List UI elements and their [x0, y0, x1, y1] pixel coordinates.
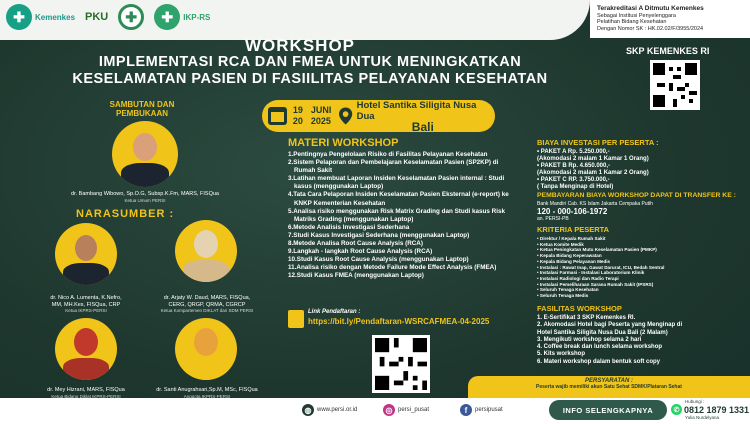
investasi-heading: BIAYA INVESTASI PER PESERTA : — [537, 138, 659, 147]
accreditation-title: Terakreditasi A Ditmutu Kemenkes — [597, 5, 704, 12]
event-year: 2025 — [310, 116, 331, 126]
list-item: 5. Kits workshop — [537, 351, 586, 358]
pku-logo-text: PKU — [85, 11, 109, 23]
list-item: 1. E-Sertifikat 3 SKP Kemenkes RI. — [537, 315, 636, 321]
speaker-role: Ketua Kompartemen DIKLAT dan SDM PERSI — [160, 308, 254, 313]
list-item: kasus (menggunakan Laptop) — [294, 183, 384, 191]
list-item: • Direktur / Kepala Rumah Sakit — [537, 236, 606, 241]
title-line-2: KESELAMATAN PASIEN DI FASIILITAS PELAYANAN KESEHATAN — [72, 71, 548, 87]
contact-name: Yulia Nurdelyana — [685, 415, 720, 420]
price-item: • PAKET C RP. 3.750.000,- — [537, 177, 610, 183]
speaker-caption — [146, 295, 268, 315]
list-item: 3.Latihan membuat Laporan Insiden Keselamatan Pasien internal : Studi — [288, 175, 505, 183]
list-item: Hotel Santika Siligita Nusa Dua Bali (2 Malam) — [537, 329, 668, 336]
list-item: 4. Coffee break dan lunch selama workshop — [537, 344, 663, 351]
payment-heading: PEMBAYARAN BIAYA WORKSHOP DAPAT DI TRANSFER KE : — [537, 192, 736, 199]
list-item: 12.Studi Kasus FMEA (menggunakan Laptop) — [288, 272, 424, 280]
speaker-role: Ketua Bidang Diklat IKPRS-PERSI — [51, 393, 121, 399]
event-month: JUNI — [310, 105, 332, 115]
qr-code-icon — [375, 338, 427, 390]
title-line-1: IMPLEMENTASI RCA DAN FMEA UNTUK MENINGKATKAN — [98, 54, 522, 70]
qr-code-icon — [653, 63, 697, 107]
list-item: 6. Materi workshop dalam bentuk soft copy — [537, 358, 661, 365]
speaker-name: dr. Nico A. Lumenta, K.Nefro, — [50, 295, 122, 301]
list-item: 2. Akomodasi Hotel bagi Peserta yang Menginap di — [537, 322, 683, 329]
list-item: • Seluruh Tenaga Kesehatan — [537, 287, 599, 293]
website-text: www.persi.or.id — [317, 407, 358, 413]
speaker-caption — [30, 295, 142, 315]
venue-name: Hotel Santika Siligita Nusa Dua — [356, 99, 477, 122]
facebook-icon: f — [460, 404, 472, 416]
pku-logo — [85, 11, 108, 23]
list-item: Matriks Grading (menggunakan Laptop) — [294, 215, 414, 223]
registration-qr-code[interactable] — [372, 335, 430, 393]
speaker-role: Anggota IKPRS-PERSI — [183, 393, 231, 399]
speaker-name: dr. Arjaty W. Daud, MARS, FISQua, — [163, 295, 251, 301]
logo-row — [6, 4, 210, 30]
list-item: 4.Tata Cara Pelaporan Insiden Keselamatan Pasien Eksternal (e-report) ke — [288, 191, 509, 199]
list-item: • Instalasi : Rawat Inap, Gawat Darurat, ICU, Bedah Sentral — [537, 264, 665, 270]
list-item: 2.Sistem Pelaporan dan Pembelajaran Keselamatan Pasien (SP2KP) di — [288, 159, 499, 167]
payment-section — [537, 192, 747, 222]
list-item: 11.Analisa risiko dengan Metode Failure Mode Effect Analysis (FMEA) — [288, 264, 497, 272]
price-item: (Akomodasi 2 malam 1 Kamar 1 Orang) — [537, 156, 649, 162]
list-item: Rumah Sakit — [294, 167, 333, 175]
ikp-rs-logo-text: IKP-RS — [183, 12, 211, 22]
accreditation-line: Sebagai Institusi Penyelenggara — [597, 12, 676, 19]
list-item: 3. Mengikuti workshop selama 2 hari — [537, 336, 642, 343]
event-month-year — [311, 105, 332, 127]
speaker-photo — [55, 223, 117, 285]
criteria-heading: KRITERIA PESERTA — [537, 225, 610, 234]
contact-info — [671, 399, 749, 420]
globe-icon: ◍ — [302, 404, 314, 416]
facilities-heading: FASILITAS WORKSHOP — [537, 304, 622, 313]
list-item: 7.Studi Kasus Investigasi Sederhana (menggunakan Laptop) — [288, 231, 470, 239]
opening-heading — [92, 100, 192, 118]
clipboard-icon — [288, 310, 304, 328]
requirements-title: PERSYARATAN : — [585, 378, 633, 384]
price-item: • PAKET B Rp. 4.650.000,- — [537, 163, 611, 169]
calendar-icon — [268, 107, 287, 125]
workshop-label: WORKSHOP — [245, 36, 355, 55]
kemenkes-logo-icon: ✚ — [6, 4, 32, 30]
price-item: ( Tanpa Menginap di Hotel) — [537, 184, 614, 190]
opening-speaker-caption — [60, 191, 230, 204]
price-item: (Akomodasi 2 malam 1 Kamar 2 Orang) — [537, 170, 649, 176]
materi-heading: MATERI WORKSHOP — [288, 137, 399, 149]
opening-heading-line: PEMBUKAAN — [116, 109, 168, 118]
list-item: • Instalasi Pemeliharaan Sarana Rumah Sakit (IPSRS) — [537, 281, 654, 287]
opening-speaker-role: Ketua Umum PERSI — [124, 197, 166, 203]
opening-speaker-photo — [112, 121, 178, 187]
accreditation-note — [597, 6, 747, 32]
registration-link-box — [286, 309, 506, 326]
criteria-section — [537, 225, 747, 299]
speakers-heading: NARASUMBER : — [76, 208, 175, 220]
materi-list — [288, 151, 524, 281]
ikp-rs-logo — [154, 4, 210, 30]
location-pin-icon — [339, 107, 352, 125]
instagram-icon: ◎ — [383, 404, 395, 416]
contact-phone: 0812 1879 1331 — [684, 404, 750, 415]
list-item: 10.Studi Kasus Root Cause Analysis (menggunakan Laptop) — [288, 256, 469, 264]
kemenkes-logo-text: Kemenkes — [35, 12, 76, 22]
registration-label: Link Pendaftaran : — [308, 309, 361, 315]
kemenkes-logo — [6, 4, 75, 30]
list-item: KNKP Kementerian Kesehatan — [294, 199, 386, 207]
speaker-name-cont: CERG, QRGP, QRMA, CGRCP — [168, 301, 246, 308]
list-item: • Ketua Komite Medik — [537, 241, 584, 247]
speaker-name: dr. Mey Hizrani, MARS, FISQua — [47, 387, 125, 393]
ikp-rs-logo-icon: ✚ — [154, 4, 180, 30]
list-item: 9.Langkah - langkah Root Cause Analysis (RCA) — [288, 248, 433, 256]
whatsapp-icon: ✆ — [671, 404, 682, 415]
requirements-detail: Peserta wajib memiliki akun Satu Sehat SDMK/Plataran Sehat — [536, 384, 682, 390]
speaker-role: Ketua IKPRS-PERSI — [65, 308, 107, 313]
event-days — [293, 105, 303, 127]
accreditation-line: Dengan Nomor SK : HK.02.02/F/3955/2024 — [597, 25, 704, 32]
persi-logo — [118, 4, 144, 30]
list-item: • Instalasi Radiologi dan Radio Terapi — [537, 275, 619, 281]
list-item: • Seluruh Tenaga Medis — [537, 293, 589, 299]
list-item: • Instalasi Farmasi - Instalasi Laboratorium Klinik — [537, 270, 645, 276]
account-number: 120 - 000-106-1972 — [537, 207, 608, 216]
instagram-text: persi_pusat — [398, 407, 430, 413]
list-item: • Ketua Peningkatan Mutu Keselamatan Pasien (PMKP) — [537, 247, 657, 253]
skp-label: SKP KEMENKES RI — [626, 46, 710, 56]
contact-phone-link[interactable] — [671, 404, 749, 415]
list-item: • Kepala Bidang Pelayanan Medis — [537, 258, 611, 264]
account-holder: an. PERSI-PB — [537, 216, 569, 222]
contact-label: Hubungi : — [685, 399, 705, 404]
list-item: 8.Metode Analisa Root Cause Analysis (RCA) — [288, 240, 423, 248]
instagram-link[interactable] — [383, 404, 429, 416]
page-title — [0, 54, 620, 88]
speaker-photo — [175, 318, 237, 380]
facebook-text: persipusat — [475, 407, 503, 413]
venue-city: Bali — [411, 119, 434, 134]
event-date-venue-box — [262, 100, 495, 132]
persi-logo-icon: ✚ — [118, 4, 144, 30]
opening-speaker-name: dr. Bambang Wibowo, Sp.O.G, Subsp.K.Fm, MARS, FISQua — [71, 191, 219, 197]
list-item: 6.Metode Analisis Investigasi Sederhana — [288, 223, 410, 231]
facilities-section — [537, 304, 747, 366]
opening-heading-line: SAMBUTAN DAN — [109, 100, 175, 109]
accreditation-line: Pelatihan Bidang Kesehatan — [597, 19, 667, 25]
speaker-photo — [55, 318, 117, 380]
more-info-button[interactable]: INFO SELENGKAPNYA — [549, 400, 667, 420]
website-link[interactable] — [302, 404, 357, 416]
event-day-1: 19 — [292, 105, 303, 115]
speaker-name-cont: MM, MH.Kes, FISQua, CRP — [51, 301, 121, 308]
bank-name: Bank Mandiri Cab. KS Islam Jakarta Cempaka Putih — [537, 201, 653, 207]
investasi-section — [537, 138, 747, 191]
list-item: 1.Pentingnya Pengelolaan Risiko di Fasilitas Pelayanan Kesehatan — [288, 151, 488, 158]
speaker-name: dr. Santi Anugrahsari,Sp.M, MSc, FISQua — [156, 387, 258, 393]
event-venue — [357, 100, 489, 133]
facebook-link[interactable] — [460, 404, 503, 416]
requirements-banner — [468, 376, 750, 398]
list-item: 5.Analisa risiko menggunakan Risk Matrix Grading dan Studi kasus Risk — [288, 207, 505, 215]
event-day-2: 20 — [292, 116, 303, 126]
speaker-photo — [175, 220, 237, 282]
price-item: • PAKET A Rp. 5.250.000,- — [537, 149, 610, 155]
registration-url-link[interactable]: https://bit.ly/Pendaftaran-WSRCAFMEA-04-2025 — [308, 317, 490, 326]
list-item: • Kepala Bidang Keperawatan — [537, 253, 602, 259]
skp-qr-code[interactable] — [650, 60, 700, 110]
